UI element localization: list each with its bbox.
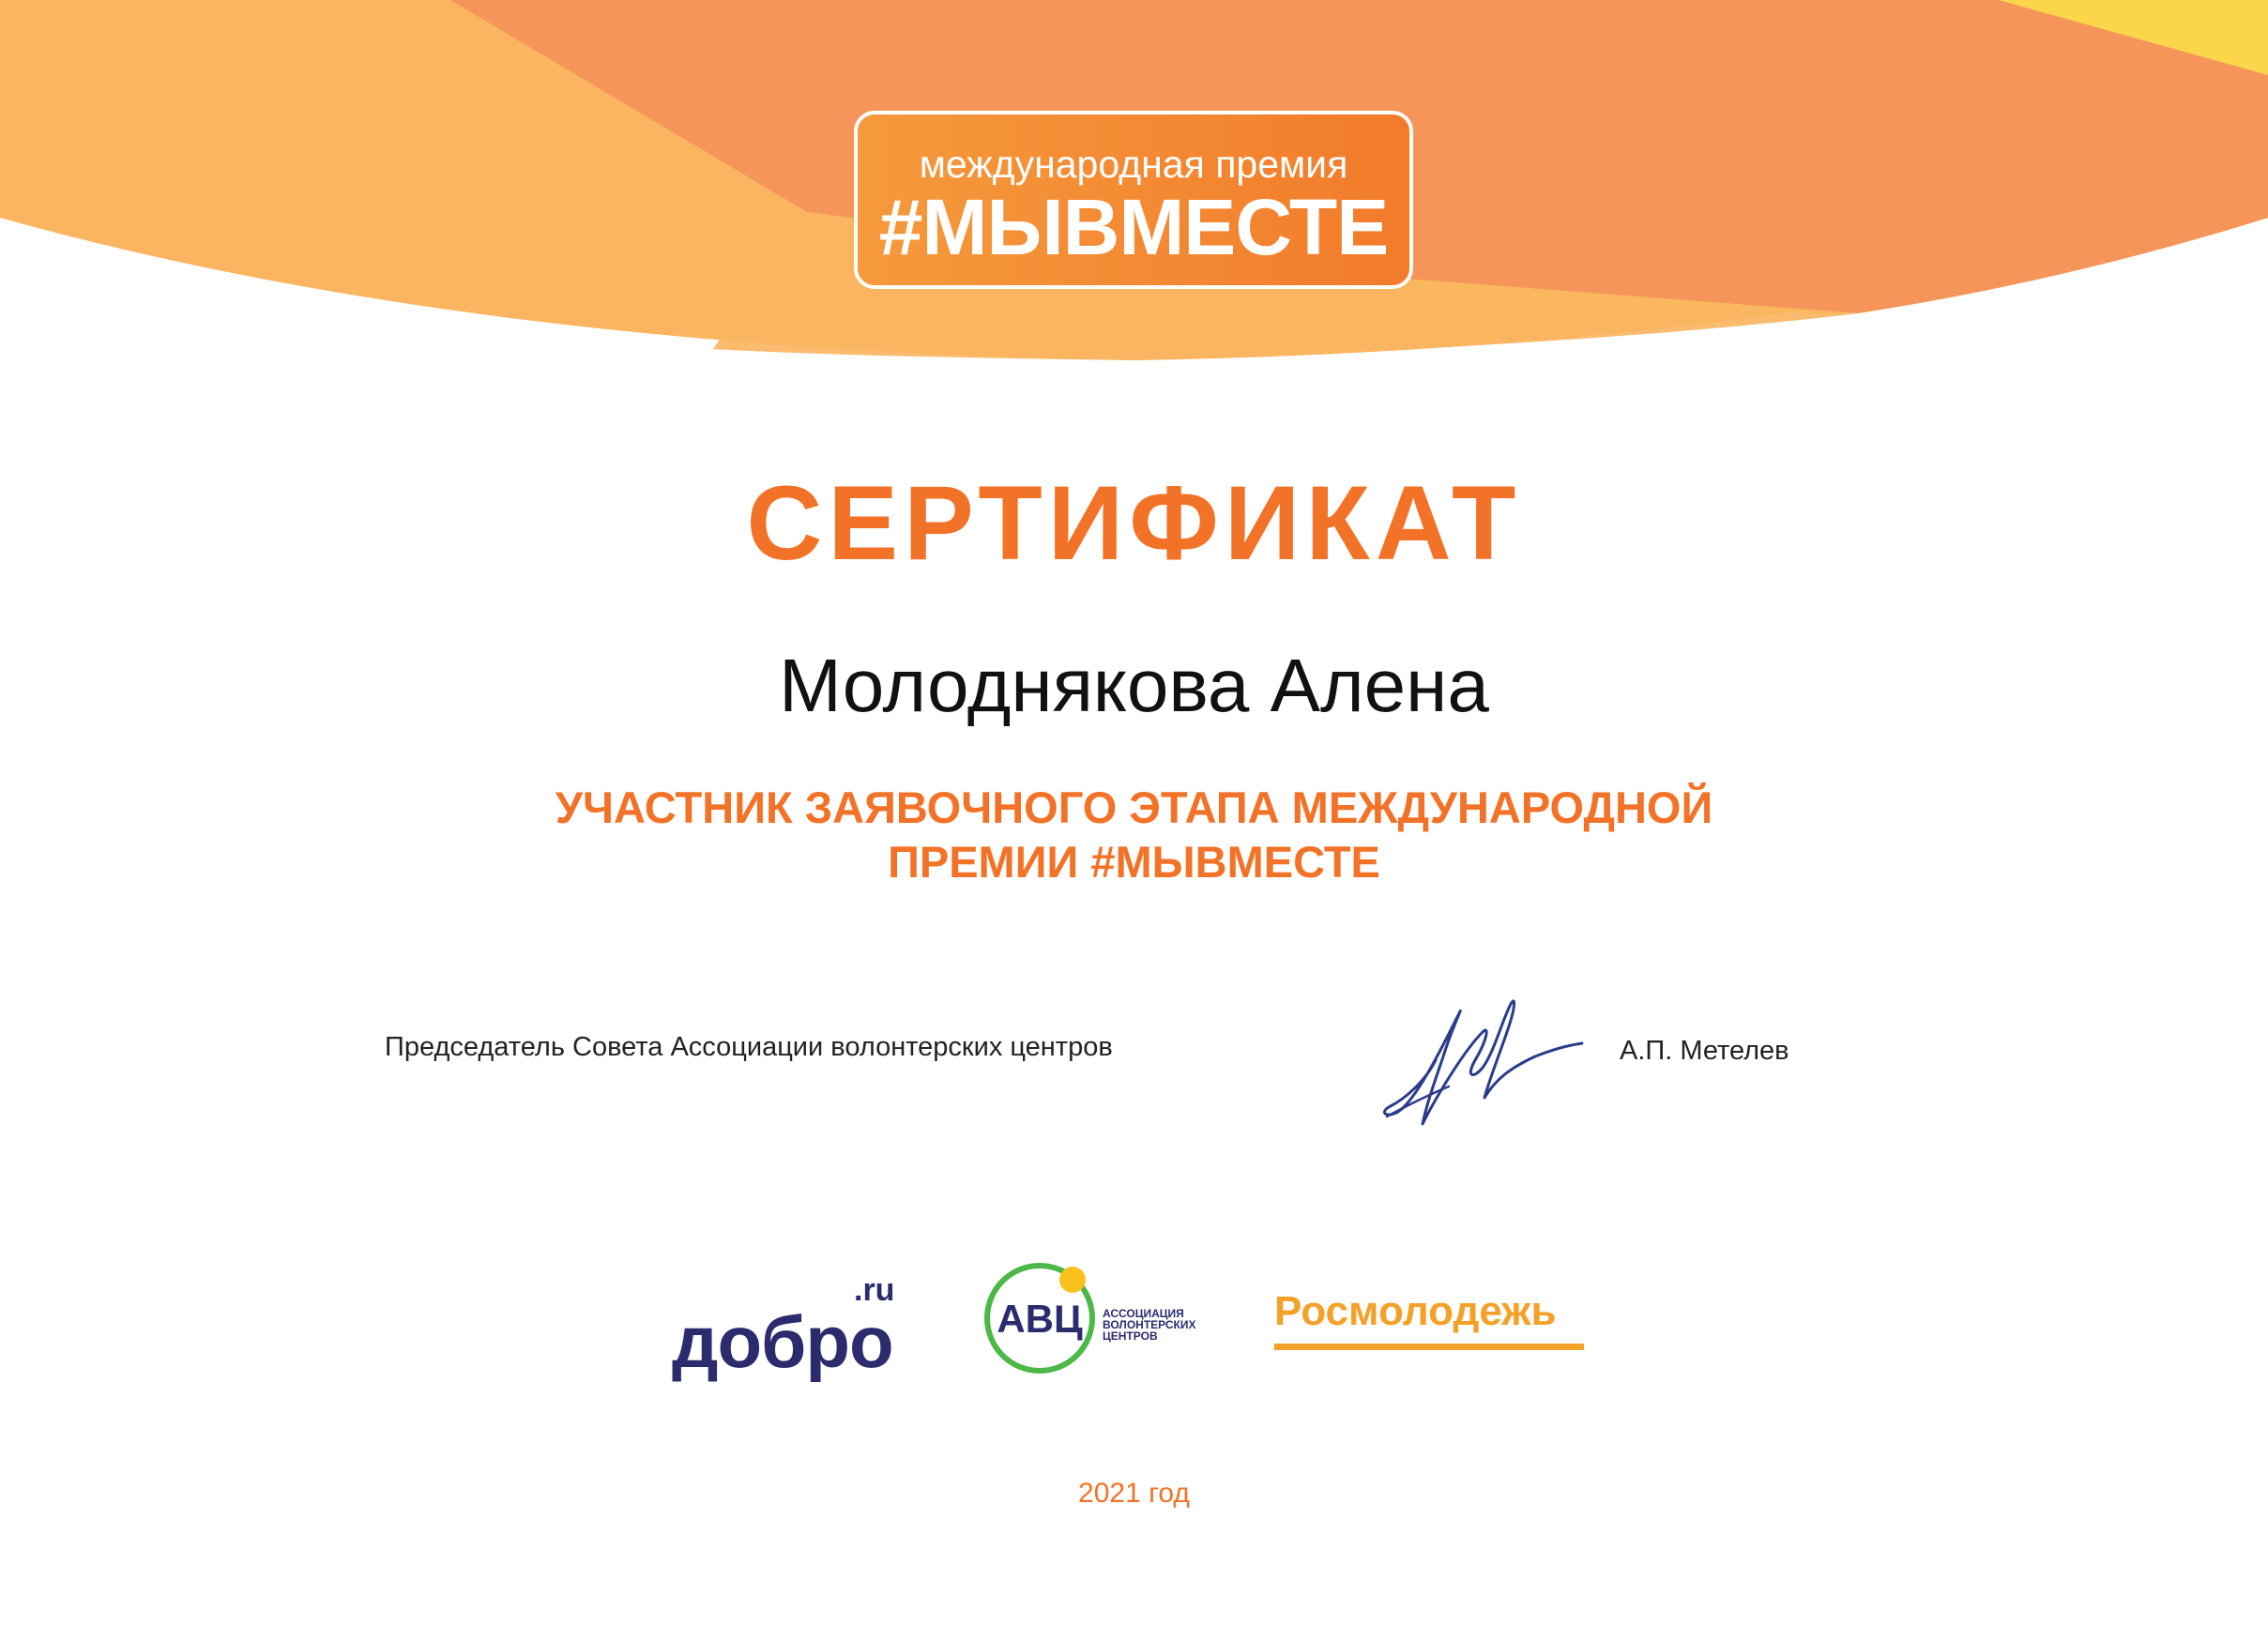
avc-caption: АССОЦИАЦИЯ ВОЛОНТЕРСКИХ ЦЕНТРОВ: [1103, 1307, 1196, 1343]
signer-title: Председатель Совета Ассоциации волонтерских центров: [385, 1032, 1113, 1062]
signer-name: А.П. Метелев: [1620, 1036, 1789, 1066]
avc-logo: [981, 1259, 1196, 1381]
badge-subtitle: международная премия: [919, 143, 1348, 186]
certificate-title: СЕРТИФИКАТ: [746, 464, 1522, 582]
certificate-year: 2021 год: [1078, 1478, 1190, 1509]
rosmolodezh-wordmark: Росмолодежь: [1274, 1288, 1557, 1334]
handwritten-signature: [1370, 985, 1586, 1135]
award-badge-logo: [854, 111, 1413, 289]
partner-logos: [0, 1248, 2268, 1398]
recipient-role: [0, 781, 2268, 889]
rosmolodezh-underline: [1274, 1344, 1584, 1350]
dobro-domain-suffix: .ru: [854, 1272, 895, 1308]
dobro-wordmark: добро: [672, 1300, 893, 1383]
rosmolodezh-logo: [1274, 1287, 1588, 1362]
badge-hashtag: #МЫВМЕСТЕ: [878, 183, 1389, 271]
avc-letters: АВЦ: [997, 1297, 1083, 1341]
dobro-logo: [672, 1265, 906, 1387]
recipient-name: Молоднякова Алена: [779, 644, 1489, 727]
role-line-1: УЧАСТНИК ЗАЯВОЧНОГО ЭТАПА МЕЖДУНАРОДНОЙ: [555, 782, 1713, 832]
role-line-2: ПРЕМИИ #МЫВМЕСТЕ: [888, 837, 1380, 887]
